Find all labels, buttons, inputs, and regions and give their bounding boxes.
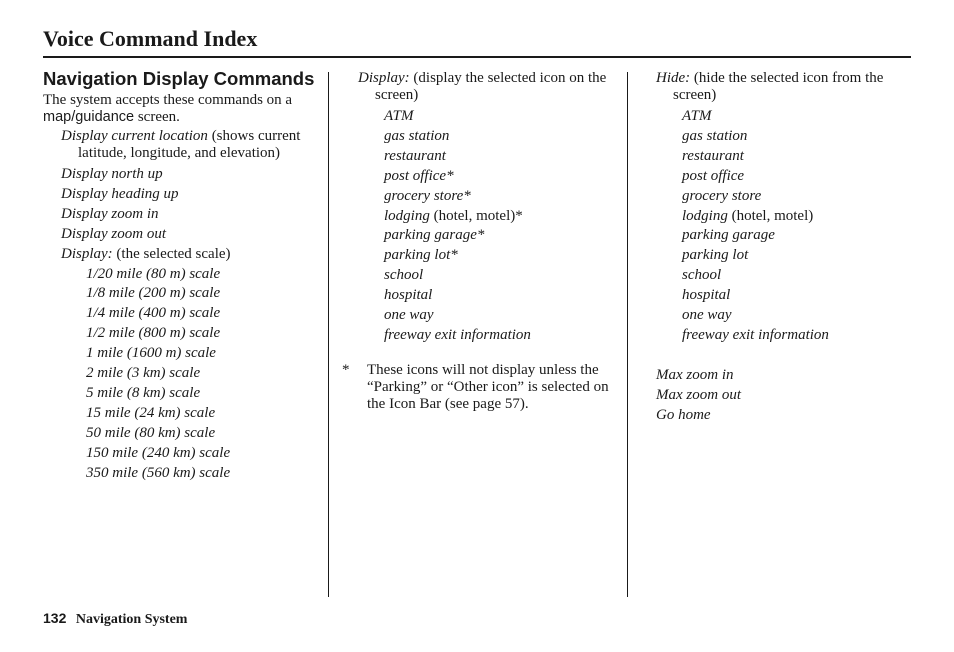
command-item — [43, 245, 319, 265]
icon-item — [342, 207, 618, 227]
command-item — [43, 225, 319, 245]
icon-name: parking lot* — [384, 247, 458, 264]
icon-name: hospital — [384, 287, 433, 304]
icon-item — [656, 147, 916, 167]
column-divider-1 — [328, 72, 329, 597]
intro-text — [43, 92, 319, 126]
scale-item: 2 mile (3 km) scale — [86, 365, 201, 382]
icon-item — [342, 187, 618, 207]
icon-item — [342, 286, 618, 306]
icon-name: parking garage* — [384, 227, 485, 244]
command-list — [43, 128, 319, 265]
icon-item — [342, 306, 618, 326]
icon-name: parking lot — [682, 247, 749, 264]
scale-item: 1/8 mile (200 m) scale — [86, 285, 221, 302]
icon-name: grocery store — [682, 187, 762, 204]
icon-item — [342, 266, 618, 286]
command-text: Display: — [61, 245, 113, 262]
icon-extra: (hotel, motel)* — [429, 207, 523, 224]
icon-item — [656, 246, 916, 266]
spacer — [656, 346, 916, 366]
book-title: Navigation System — [75, 612, 188, 627]
icon-name: lodging — [682, 207, 728, 224]
icon-name: hospital — [682, 287, 731, 304]
command-item — [43, 185, 319, 205]
icon-item — [656, 127, 916, 147]
icon-item — [656, 326, 916, 346]
hide-icon-command — [656, 70, 916, 104]
command-text: Display heading up — [61, 185, 179, 202]
page-number: 132 — [43, 610, 67, 626]
command-text: Display zoom out — [61, 225, 166, 242]
scale-item: 1/4 mile (400 m) scale — [86, 305, 221, 322]
icon-item — [656, 306, 916, 326]
extra-command: Max zoom in — [656, 366, 734, 383]
icon-name: school — [384, 267, 424, 284]
icon-name: gas station — [384, 127, 450, 144]
icon-extra: (hotel, motel) — [727, 207, 814, 224]
icon-item — [342, 167, 618, 187]
scale-list — [43, 265, 319, 484]
icon-name: restaurant — [682, 147, 744, 164]
icon-name: one way — [384, 307, 434, 324]
intro-screen-name: map/guidance — [43, 109, 135, 125]
page-title: Voice Command Index — [43, 26, 258, 51]
icon-name: grocery store* — [384, 187, 471, 204]
icon-item — [656, 167, 916, 187]
hide-icon-list — [656, 107, 916, 346]
icon-item — [342, 107, 618, 127]
command-item — [43, 165, 319, 185]
icon-item — [342, 127, 618, 147]
column-1 — [43, 68, 319, 484]
icon-name: freeway exit information — [682, 326, 829, 343]
icon-item — [656, 226, 916, 246]
scale-item: 15 mile (24 km) scale — [86, 404, 216, 421]
scale-item: 1 mile (1600 m) scale — [86, 345, 216, 362]
icon-name: gas station — [682, 127, 748, 144]
extra-command: Max zoom out — [656, 386, 741, 403]
command-desc: (the selected scale) — [112, 245, 231, 262]
extra-command-list — [656, 366, 916, 426]
scale-item: 5 mile (8 km) scale — [86, 384, 201, 401]
command-item — [43, 128, 319, 162]
extra-command: Go home — [656, 406, 711, 423]
icon-item — [656, 207, 916, 227]
scale-item: 350 mile (560 km) scale — [86, 464, 231, 481]
display-icon-command — [342, 70, 618, 104]
column-divider-2 — [627, 72, 628, 597]
column-3 — [656, 68, 916, 426]
footer — [43, 610, 187, 628]
icon-item — [342, 246, 618, 266]
icon-name: ATM — [384, 108, 414, 124]
footnote-marker: * — [342, 361, 350, 378]
icon-name: school — [682, 267, 722, 284]
command-desc: (shows current latitude, longitude, and elevation) — [78, 128, 301, 161]
display-icon-list — [342, 107, 618, 346]
display-icon-desc: (display the selected icon on the screen) — [375, 70, 607, 103]
hide-icon-cmd: Hide: — [656, 70, 691, 86]
icon-item — [342, 147, 618, 167]
scale-item: 1/2 mile (800 m) scale — [86, 325, 221, 342]
icon-name: post office* — [384, 167, 454, 184]
command-text: Display north up — [61, 166, 163, 182]
icon-name: post office — [682, 167, 745, 184]
command-item — [43, 205, 319, 225]
icon-name: lodging — [384, 207, 430, 224]
icon-item — [656, 187, 916, 207]
footnote-text: These icons will not display unless the “Parking” or “Other icon” is selected on the Icon Bar (see page 57). — [367, 361, 609, 412]
column-2 — [342, 68, 618, 413]
intro-text-before: The system accepts these commands on a — [43, 92, 293, 108]
icon-name: one way — [682, 307, 732, 324]
section-heading: Navigation Display Commands — [43, 68, 315, 89]
icon-name: freeway exit information — [384, 326, 531, 343]
title-rule — [43, 56, 911, 58]
icon-name: ATM — [682, 108, 712, 124]
icon-item — [656, 107, 916, 127]
command-text: Display zoom in — [61, 205, 159, 222]
icon-item — [342, 326, 618, 346]
icon-name: parking garage — [682, 227, 775, 244]
command-text: Display current location — [61, 128, 208, 144]
scale-item: 150 mile (240 km) scale — [86, 444, 231, 461]
icon-item — [656, 266, 916, 286]
icon-item — [656, 286, 916, 306]
footnote — [342, 362, 618, 413]
icon-item — [342, 226, 618, 246]
scale-item: 1/20 mile (80 m) scale — [86, 265, 221, 282]
hide-icon-desc: (hide the selected icon from the screen) — [673, 70, 884, 103]
display-icon-cmd: Display: — [358, 70, 410, 86]
scale-item: 50 mile (80 km) scale — [86, 424, 216, 441]
icon-name: restaurant — [384, 147, 446, 164]
intro-text-after: screen. — [134, 109, 180, 125]
